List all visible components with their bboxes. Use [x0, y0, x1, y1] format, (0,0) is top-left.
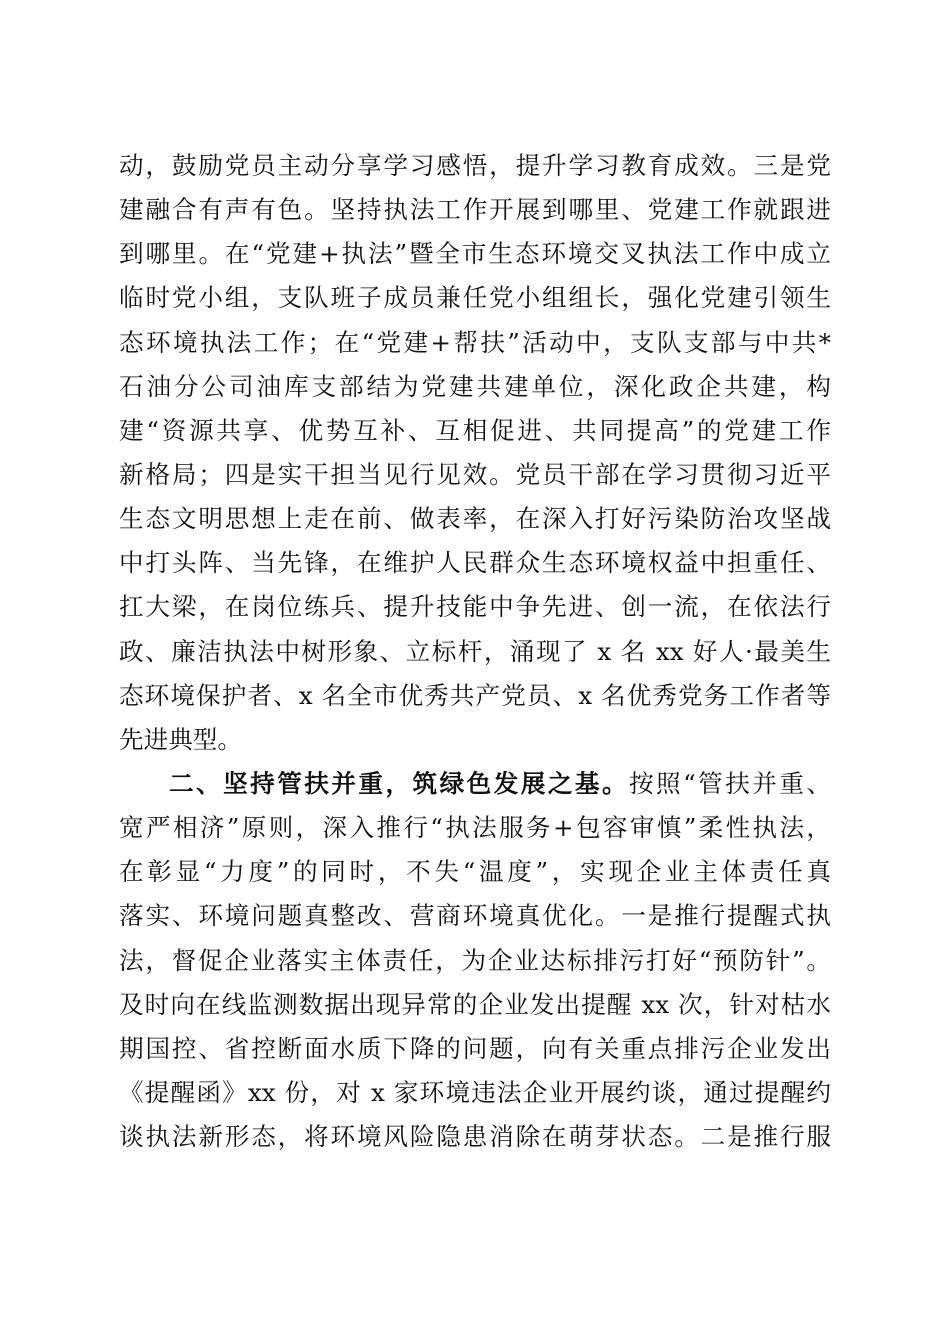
- text-line: 动，鼓励党员主动分享学习感悟，提升学习教育成效。三是党: [119, 151, 831, 180]
- text-line: 及时向在线监测数据出现异常的企业发出提醒 xx 次，针对枯水: [119, 989, 831, 1019]
- text-line: 中打头阵、当先锋，在维护人民群众生态环境权益中担重任、: [119, 548, 831, 578]
- text-line: 临时党小组，支队班子成员兼任党小组组长，强化党建引领生: [119, 283, 831, 313]
- text-line: 期国控、省控断面水质下降的问题，向有关重点排污企业发出: [119, 1033, 831, 1063]
- paragraph-2-first-line-text: 按照“管扶并重、: [629, 768, 831, 798]
- text-line: 落实、环境问题真整改、营商环境真优化。一是推行提醒式执: [119, 901, 831, 931]
- text-line: 谈执法新形态，将环境风险隐患消除在萌芽状态。二是推行服: [119, 1122, 831, 1152]
- text-line: 法，督促企业落实主体责任，为企业达标排污打好“预防针”。: [119, 945, 831, 975]
- paragraph-2: [119, 762, 831, 1159]
- text-line: 到哪里。在“党建+执法”暨全市生态环境交叉执法工作中成立: [119, 239, 831, 269]
- text-line: 《提醒函》xx 份，对 x 家环境违法企业开展约谈，通过提醒约: [119, 1077, 831, 1107]
- section-heading: 二、坚持管扶并重，筑绿色发展之基。: [169, 768, 629, 798]
- text-line: 宽严相济”原则，深入推行“执法服务+包容审慎”柔性执法，: [119, 813, 831, 843]
- text-line: 态环境执法工作；在“党建+帮扶”活动中，支队支部与中共*: [119, 327, 831, 357]
- text-line: 政、廉洁执法中树形象、立标杆，涌现了 x 名 xx 好人·最美生: [119, 636, 831, 666]
- paragraph-1: [119, 144, 831, 762]
- text-line: 生态文明思想上走在前、做表率，在深入打好污染防治攻坚战: [119, 504, 831, 534]
- text-line: 在彰显“力度”的同时，不失“温度”，实现企业主体责任真: [119, 857, 831, 887]
- text-line: 态环境保护者、x 名全市优秀共产党员、x 名优秀党务工作者等: [119, 680, 831, 710]
- text-line: 扛大梁，在岗位练兵、提升技能中争先进、创一流，在依法行: [119, 592, 831, 622]
- body-text: [119, 144, 831, 1159]
- text-line: 石油分公司油库支部结为党建共建单位，深化政企共建，构: [119, 371, 831, 401]
- text-line: 建“资源共享、优势互补、互相促进、共同提高”的党建工作: [119, 415, 831, 445]
- text-line: 先进典型。: [119, 724, 242, 754]
- text-line: 建融合有声有色。坚持执法工作开展到哪里、党建工作就跟进: [119, 195, 831, 225]
- paragraph-2-first-line: [119, 762, 831, 806]
- text-line: 新格局；四是实干担当见行见效。党员干部在学习贯彻习近平: [119, 459, 831, 489]
